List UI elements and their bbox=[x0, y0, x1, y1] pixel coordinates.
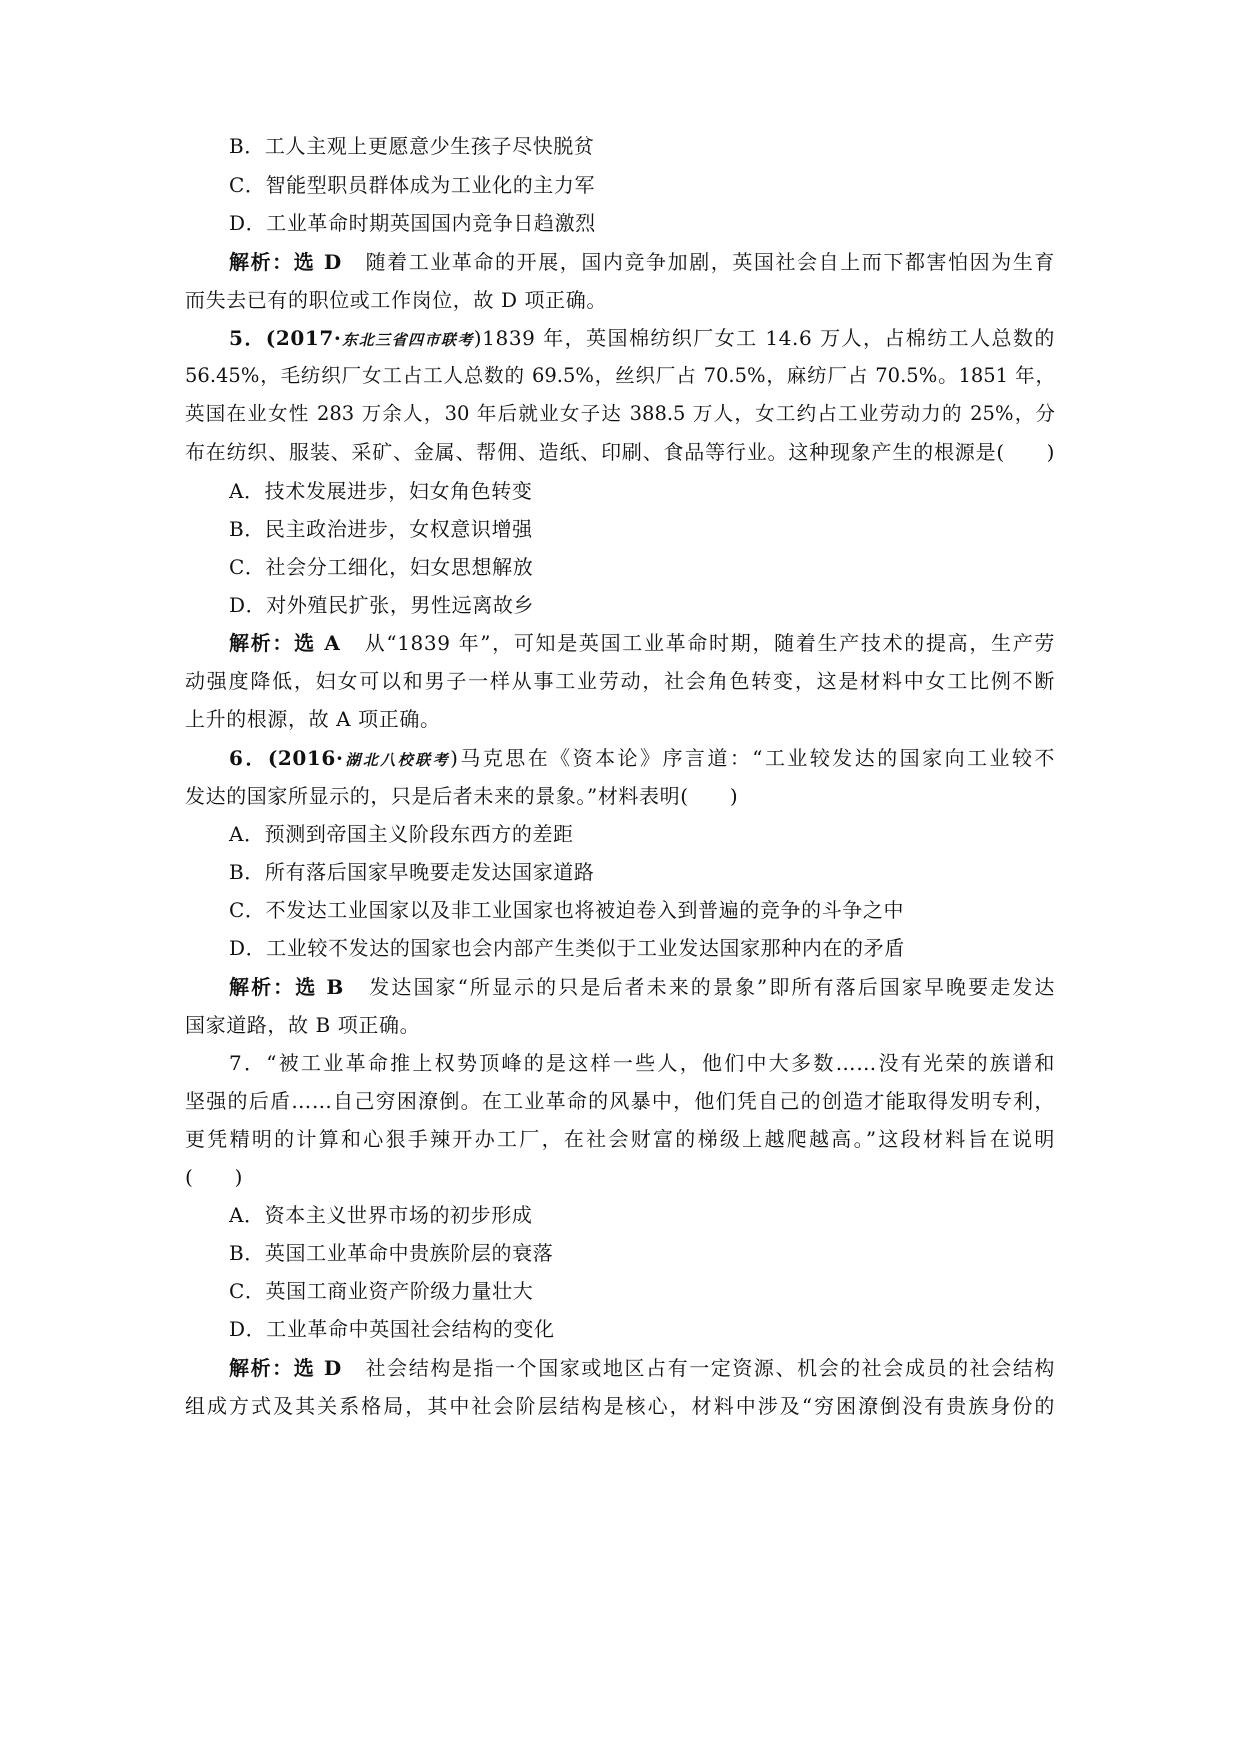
q7-option-a: A．资本主义世界市场的初步形成 bbox=[229, 1203, 533, 1227]
question-source: 湖北八校联考 bbox=[343, 751, 451, 769]
q6-analysis-line-2: 国家道路，故 B 项正确。 bbox=[185, 1013, 421, 1037]
q4-option-c: C．智能型职员群体成为工业化的主力军 bbox=[229, 173, 596, 197]
q6-option-d: D．工业较不发达的国家也会内部产生类似于工业发达国家那种内在的矛盾 bbox=[229, 936, 905, 960]
q6-option-b: B．所有落后国家早晚要走发达国家道路 bbox=[229, 860, 595, 884]
q5-stem-line-2: 56.45%，毛纺织厂女工占工人总数的 69.5%，丝织厂占 70.5%，麻纺厂占 70.5%。1851 年， bbox=[185, 364, 1055, 387]
q7-analysis-line-1 bbox=[229, 1354, 1055, 1382]
q5-stem-line-3: 英国在业女性 283 万余人，30 年后就业女子达 388.5 万人，女工约占工业劳动力的 25%，分 bbox=[185, 402, 1055, 425]
analysis-label: 解析： bbox=[229, 1356, 294, 1380]
q5-option-a: A．技术发展进步，妇女角色转变 bbox=[229, 479, 533, 503]
analysis-choice: 选 D bbox=[293, 1356, 342, 1380]
q5-option-b: B．民主政治进步，女权意识增强 bbox=[229, 517, 533, 541]
analysis-text: 随着工业革命的开展，国内竞争加剧，英国社会自上而下都害怕因为生育 bbox=[365, 250, 1055, 274]
q6-option-a: A．预测到帝国主义阶段东西方的差距 bbox=[229, 822, 574, 846]
q7-stem-line-2: 坚强的后盾……自己穷困潦倒。在工业革命的风暴中，他们凭自己的创造才能取得发明专利， bbox=[185, 1089, 1055, 1113]
analysis-choice: 选 B bbox=[295, 975, 344, 999]
analysis-label: 解析： bbox=[229, 631, 295, 655]
analysis-choice: 选 A bbox=[294, 631, 341, 655]
q7-stem-line-3: 更凭精明的计算和心狠手辣开办工厂，在社会财富的梯级上越爬越高。”这段材料旨在说明 bbox=[185, 1127, 1055, 1151]
q7-option-b: B．英国工业革命中贵族阶层的衰落 bbox=[229, 1241, 554, 1265]
question-source: 东北三省四市联考 bbox=[341, 331, 474, 349]
analysis-label: 解析： bbox=[229, 250, 294, 274]
q5-option-c: C．社会分工细化，妇女思想解放 bbox=[229, 555, 534, 579]
q5-analysis-line-2: 动强度降低，妇女可以和男子一样从事工业劳动，社会角色转变，这是材料中女工比例不断 bbox=[185, 669, 1055, 693]
q7-analysis-line-2: 组成方式及其关系格局，其中社会阶层结构是核心，材料中涉及“穷困潦倒没有贵族身份的 bbox=[185, 1394, 1055, 1418]
q4-option-b: B．工人主观上更愿意少生孩子尽快脱贫 bbox=[229, 134, 595, 158]
q4-analysis-line-2: 而失去已有的职位或工作岗位，故 D 项正确。 bbox=[185, 288, 607, 312]
q7-stem-line-1: 7．“被工业革命推上权势顶峰的是这样一些人，他们中大多数……没有光荣的族谱和 bbox=[229, 1051, 1055, 1075]
q6-analysis-line-1 bbox=[229, 973, 1055, 1001]
q7-option-d: D．工业革命中英国社会结构的变化 bbox=[229, 1317, 555, 1341]
q7-stem-line-4: ( ) bbox=[185, 1165, 244, 1189]
q4-analysis-line-1 bbox=[229, 248, 1055, 276]
stem-text: )1839 年，英国棉纺织厂女工 14.6 万人，占棉纺工人总数的 bbox=[473, 326, 1055, 350]
q5-stem-line-1 bbox=[229, 324, 1055, 354]
analysis-text: 发达国家“所显示的只是后者未来的景象”即所有落后国家早晚要走发达 bbox=[369, 975, 1056, 999]
question-number: 6．(2016· bbox=[229, 746, 344, 770]
q6-stem-line-2: 发达的国家所显示的，只是后者未来的景象。”材料表明( ) bbox=[185, 784, 739, 808]
analysis-choice: 选 D bbox=[293, 250, 342, 274]
q5-option-d: D．对外殖民扩张，男性远离故乡 bbox=[229, 593, 535, 617]
analysis-label: 解析： bbox=[229, 975, 296, 999]
q5-stem-line-4: 布在纺织、服装、采矿、金属、帮佣、造纸、印刷、食品等行业。这种现象产生的根源是( ) bbox=[185, 440, 1055, 464]
q7-option-c: C．英国工商业资产阶级力量壮大 bbox=[229, 1279, 534, 1303]
q6-stem-line-1 bbox=[229, 744, 1055, 774]
q6-option-c: C．不发达工业国家以及非工业国家也将被迫卷入到普遍的竞争的斗争之中 bbox=[229, 898, 905, 922]
question-number: 5．(2017· bbox=[229, 326, 342, 350]
stem-text: )马克思在《资本论》序言道：“工业较发达的国家向工业较不 bbox=[450, 746, 1055, 770]
q4-option-d: D．工业革命时期英国国内竞争日趋激烈 bbox=[229, 211, 596, 235]
analysis-text: 从“1839 年”，可知是英国工业革命时期，随着生产技术的提高，生产劳 bbox=[364, 631, 1056, 655]
q5-analysis-line-1 bbox=[229, 629, 1055, 657]
q5-analysis-line-3: 上升的根源，故 A 项正确。 bbox=[185, 707, 441, 731]
analysis-text: 社会结构是指一个国家或地区占有一定资源、机会的社会成员的社会结构 bbox=[365, 1356, 1055, 1380]
